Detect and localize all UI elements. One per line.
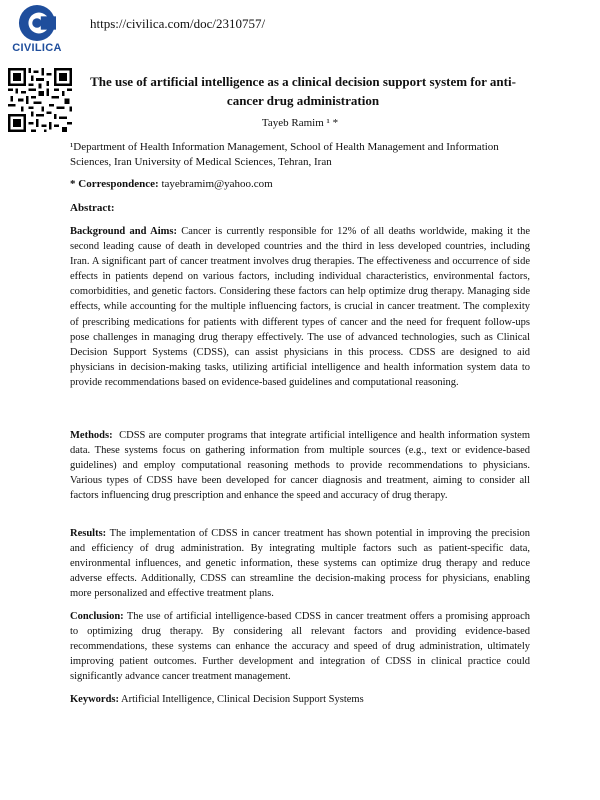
conclusion-label: Conclusion: [70,611,124,622]
background-text: Cancer is currently responsible for 12% of all deaths worldwide, making it the second leading cause of death in developed countries and the third in less developed countries, including Iran. A significant part of cancer treatment involves drug therapies. The effectiveness and occurrence of side effects in patients depend on various factors, including individual characteristics, environmental factors, comorbidities, and genetic factors. Considering these factors can help optimize drug therapy. Managing side effects, while accounting for the multiple influencing factors, is crucial in cancer treatment. The complexity of prescribing medications for patients with different types of cancer and the need for frequent follow-ups pose challenges in managing drug therapy effectively. The use of advanced technologies, such as Clinical Decision Support Systems (CDSS), can assist physicians in this process. CDSS are designed to aid physicians in decision-making tasks, utilizing artificial intelligence and health information system data to provide recommendations based on evidence-based guidelines and computational reasoning. [70,226,530,388]
correspondence-label: * Correspondence: [70,178,159,190]
qr-code-icon [8,68,72,132]
keywords-text: Artificial Intelligence, Clinical Decision Support Systems [119,694,364,705]
civilica-c-icon [18,4,56,42]
background-section [70,224,530,390]
results-text: The implementation of CDSS in cancer treatment has shown potential in improving the precision and efficiency of drug administration. By integrating multiple factors such as patient-specific data, environmental influences, and genetic information, these systems can optimize drug therapy and reduce adverse effects. Additionally, CDSS can streamline the decision-making process for physicians, enabling more personalized and effective treatment plans. [70,528,530,600]
paper-title: The use of artificial intelligence as a clinical decision support system for anti-cancer drug administration [90,74,516,108]
correspondence [70,178,530,190]
logo-text: CIVILICA [12,42,62,54]
methods-section [70,428,533,503]
conclusion-text: The use of artificial intelligence-based CDSS in cancer treatment offers a promising approach to optimizing drug therapy. By considering all relevant factors and providing evidence-based recommendations, these systems can enhance the accuracy and speed of drug administration, ultimately improving patient outcomes. Further development and integration of CDSS in clinical practice could significantly advance cancer treatment management. [70,611,530,683]
methods-label: Methods: [70,430,113,441]
conclusion-section [70,609,530,684]
author-line: Tayeb Ramim ¹ * [261,117,339,129]
civilica-logo[interactable] [6,4,68,56]
affiliation: ¹Department of Health Information Management, School of Health Management and Information Sciences, Iran University of Medical Sciences, Tehran, Iran [70,141,499,168]
abstract-heading: Abstract: [70,202,115,214]
results-label: Results: [70,528,107,539]
document-url[interactable]: https://civilica.com/doc/2310757/ [90,16,266,31]
keywords-label: Keywords: [70,694,119,705]
correspondence-email[interactable]: tayebramim@yahoo.com [158,178,273,190]
keywords-section [70,692,530,707]
methods-text: CDSS are computer programs that integrate artificial intelligence and health information system data. These systems focus on gathering information from multiple sources (e.g., text or evidence-based guidelines) and employ computational reasoning methods to provide recommendations to physicians. Various types of CDSS have been developed for cancer diagnosis and treatment, aiming to consider all factors influencing drug prescription and enhance the speed and accuracy of drug therapy. [70,430,533,502]
background-label: Background and Aims: [70,226,177,237]
results-section [70,526,530,601]
